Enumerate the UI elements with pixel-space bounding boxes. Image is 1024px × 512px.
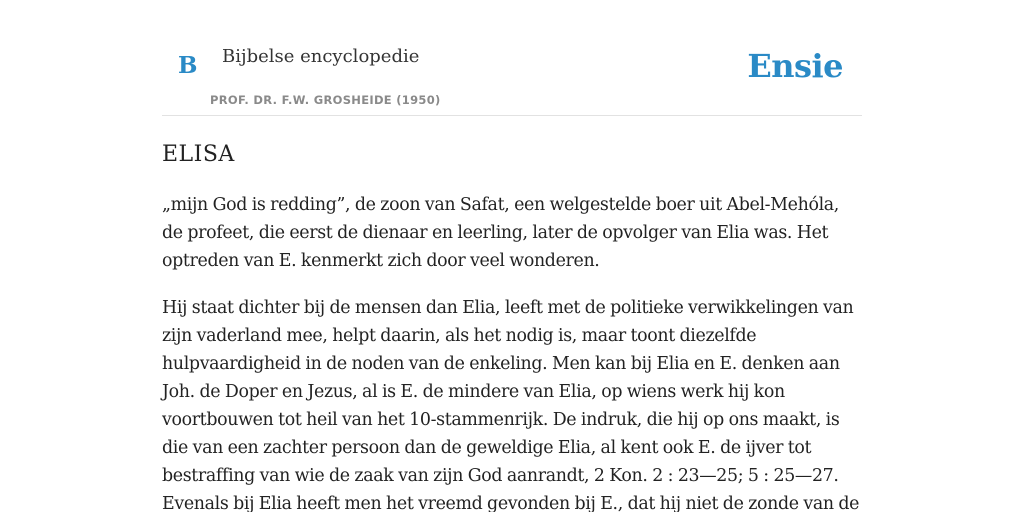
- ensie-brand-logo[interactable]: Ensie: [747, 47, 843, 85]
- article-paragraph: Hij staat dichter bij de mensen dan Elia, leeft met de politieke verwikkelingen van zijn vaderland mee, helpt daarin, als het nodig is, maar toont diezelfde hulpvaardigheid in de noden van de enkeling. Men kan bij Elia en E. denken aan Joh. de Doper en Jezus, al is E. de mindere van Elia, op wiens werk hij kon voortbouwen tot heil van het 10-stammenrijk. De indruk, die hij op ons maakt, is die van een zachter persoon dan de geweldige Elia, al kent ook E. de ijver tot bestraffing van wie de zaak van zijn God aanrandt, 2 Kon. 2 : 23—25; 5 : 25—27. Evenals bij Elia heeft men het vreemd gevonden bij E., dat hij niet de zonde van de: [162, 298, 860, 512]
- encyclopedia-logo[interactable]: B: [178, 52, 198, 79]
- site-header: [162, 0, 862, 116]
- article-body: [162, 191, 862, 512]
- article-paragraph: „mijn God is redding”, de zoon van Safat, een welgestelde boer uit Abel-Mehóla, de profeet, die eerst de dienaar en leerling, later de opvolger van Elia was. Het optreden van E. kenmerkt zich door veel wonderen.: [162, 195, 839, 271]
- article: [162, 138, 862, 512]
- encyclopedia-author: PROF. DR. F.W. GROSHEIDE (1950): [210, 93, 441, 107]
- encyclopedia-title[interactable]: Bijbelse encyclopedie: [222, 46, 420, 67]
- article-title: ELISA: [162, 142, 235, 167]
